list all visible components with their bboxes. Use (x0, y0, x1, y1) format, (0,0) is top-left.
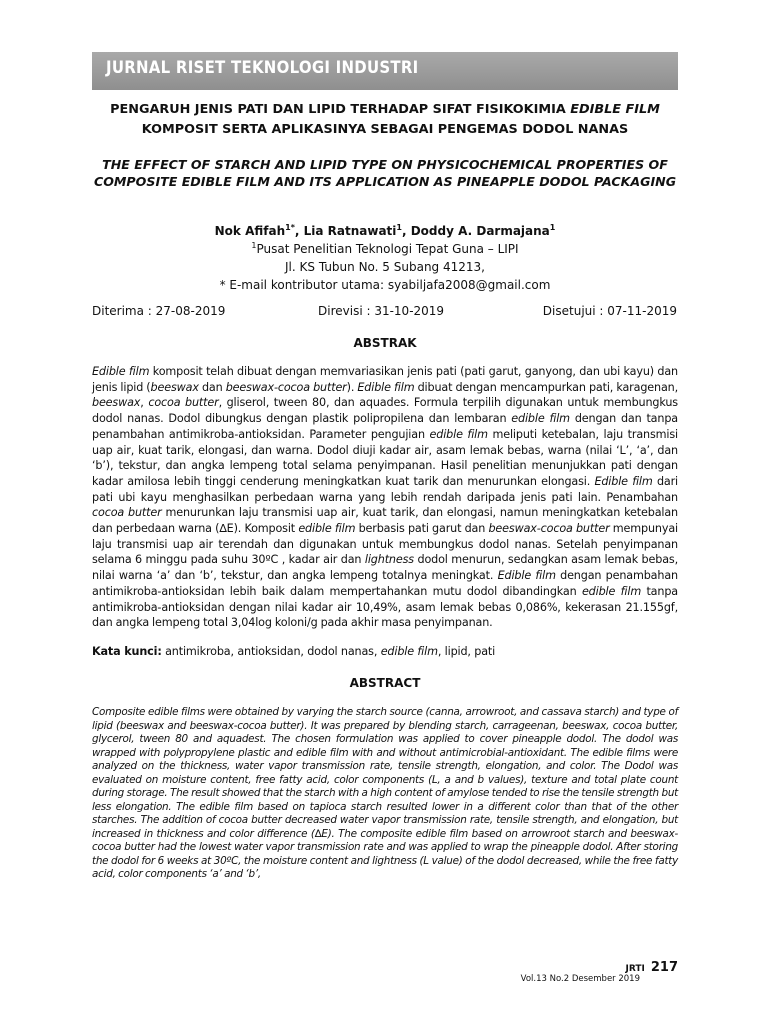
author-2-sup: 1 (396, 223, 402, 232)
abstrak-s9: beeswax (92, 396, 141, 410)
abstrak-s30: tanpa antimikroba-antioksidan dengan nilai kadar air 10,49%, asam lemak bebas 0,086%, kekerasan 21.155gf, dan angka lempeng total 3,04log koloni/g pada akhir masa penyimpanan. (92, 584, 678, 630)
abstrak-s8: dibuat dengan mencampurkan pati, karagenan, (414, 380, 678, 394)
title-indonesian (92, 100, 678, 140)
abstrak-s16: meliputi ketebalan, laju transmisi uap air, kuat tarik, elongasi, dan warna. Dodol diuji kadar air, asam lemak bebas, warna (nilai ‘L’, ‘a’, dan ‘b’), tekstur, dan angka lempeng total selama penyimpanan. Hasil penelitian menunjukkan pati dengan kadar amilosa lebih tinggi cenderung meningkatkan kuat tarik dan menurunkan elongasi. (92, 427, 679, 488)
affiliation (92, 240, 678, 258)
abstrak-s4: dan (198, 380, 226, 394)
keywords (92, 645, 678, 658)
abstrak-s5: beeswax-cocoa butter (225, 380, 347, 394)
date-received: Diterima : 27-08-2019 (92, 304, 226, 318)
author-3-sup: 1 (549, 223, 556, 232)
keywords-k1: antimikroba, antioksidan, dodol nanas, (161, 645, 381, 658)
abstrak-heading: ABSTRAK (353, 336, 417, 350)
abstrak-s21: edible film (298, 522, 356, 536)
author-2: , Lia Ratnawati (294, 224, 397, 238)
abstrak-s26: dodol menurun, sedangkan asam lemak bebas, nilai warna ‘a’ dan ‘b’, tekstur, dan angka lempeng totalnya meningkat. (92, 553, 678, 583)
author-1: Nok Afifah (214, 224, 286, 238)
abstrak-s3: beeswax (150, 380, 199, 394)
abstrak-s27: Edible film (497, 569, 556, 583)
abstrak-s14: dengan dan tanpa penambahan antimikroba-antioksidan. Parameter pengujian (92, 412, 678, 441)
abstract-heading: ABSTRACT (349, 676, 421, 690)
title-id-part1: PENGARUH JENIS PATI DAN LIPID TERHADAP SIFAT FISIKOKIMIA (110, 102, 571, 117)
keywords-k2: edible film (380, 645, 438, 658)
abstrak-s22: berbasis pati garut dan (355, 522, 489, 536)
date-revised: Direvisi : 31-10-2019 (318, 304, 445, 318)
abstrak-s20: menurunkan laju transmisi uap air, kuat tarik, dan elongasi, namun meningkatkan ketebalan dan perbedaan warna (∆E). Komposit (92, 506, 679, 536)
footer-journal-abbr: JRTI (625, 964, 645, 974)
footer-volume: Vol.13 No.2 Desember 2019 (520, 974, 640, 984)
page-number: 217 (650, 960, 678, 975)
author-block (92, 222, 678, 294)
title-id-part2: KOMPOSIT SERTA APLIKASINYA SEBAGAI PENGEMAS DODOL NANAS (141, 122, 629, 137)
abstrak-s19: cocoa butter (92, 506, 162, 520)
author-3: , Doddy A. Darmajana (401, 224, 550, 238)
abstrak-s10: , (140, 396, 149, 410)
affiliation-text: Pusat Penelitian Teknologi Tepat Guna – LIPI (256, 242, 519, 256)
keywords-k3: , lipid, pati (437, 645, 496, 658)
abstrak-s15: edible film (429, 427, 488, 441)
email: * E-mail kontributor utama: syabiljafa2008@gmail.com (219, 278, 551, 292)
abstrak-s24: mempunyai laju transmisi uap air terendah dan digunakan untuk membungkus dodol nanas. Setelah penyimpanan selama 6 minggu pada suhu 30ºC , kadar air dan (92, 522, 679, 567)
abstrak-body (92, 364, 678, 631)
abstrak-s17: Edible film (594, 474, 653, 488)
abstrak-s23: beeswax-cocoa butter (488, 522, 610, 536)
abstrak-s18: dari pati ubi kayu menghasilkan perbedaan warna yang lebih rendah daripada jenis pati lain. Penambahan (92, 474, 679, 504)
abstrak-s1: Edible film (92, 365, 150, 378)
abstrak-s6: ). (346, 380, 358, 394)
date-accepted: Disetujui : 07-11-2019 (542, 304, 677, 318)
abstrak-s25: lightness (364, 553, 414, 567)
abstrak-s2: komposit telah dibuat dengan memvariasikan jenis pati (pati garut, ganyong, dan ubi kayu) dan jenis lipid ( (92, 365, 678, 394)
abstrak-s28: dengan penambahan antimikroba-antioksidan lebih baik dalam mempertahankan mutu dodol dibandingkan (92, 569, 678, 598)
page-footer (625, 956, 678, 975)
abstract-body: Composite edible films were obtained by varying the starch source (canna, arrowroot, and cassava starch) and type of lipid (beeswax and beeswax-cocoa butter). It was prepared by blending starch, carrageenan, beeswax, cocoa butter, glycerol, tween 80 and aquadest. The chosen formulation was applied to cover pineapple dodol. The dodol was wrapped with polypropylene plastic and edible film with and without antimicrobial-antioxidant. The edible films were analyzed on the thickness, water vapor transmission rate, tensile strength, elongation, and color. The Dodol was evaluated on moisture content, free fatty acid, color components (L, a and b values), texture and total plate count during storage. The result showed that the starch with a high content of amylose tended to rise the tensile strength but less elongation. The edible film based on tapioca starch resulted lower in a different color than that of the other starches. The addition of cocoa butter decreased water vapor transmission rate, tensile strength, and elongation, but increased in thickness and color difference (∆E). The composite edible film based on arrowroot starch and beeswax-cocoa butter had the lowest water vapor transmission rate and was applied to wrap the pineapple dodol. After storing the dodol for 6 weeks at 30ºC, the moisture content and lightness (L value) of the dodol decreased, while the free fatty acid, color components ‘a’ and ‘b’, (92, 706, 678, 880)
affiliation-sup: 1 (251, 241, 257, 250)
journal-name: JURNAL RISET TEKNOLOGI INDUSTRI (106, 58, 419, 78)
address: Jl. KS Tubun No. 5 Subang 41213, (285, 260, 485, 274)
abstrak-s13: edible film (511, 412, 570, 426)
keywords-label: Kata kunci: (92, 645, 162, 658)
author-names (92, 222, 678, 240)
title-id-italic: EDIBLE FILM (570, 102, 660, 117)
abstrak-s11: cocoa butter (148, 396, 219, 410)
author-1-sup: 1* (285, 223, 295, 232)
abstrak-s12: , gliserol, tween 80, dan aquades. Formula terpilih digunakan untuk membungkus dodol nanas. Dodol dibungkus dengan plastik polipropilena dan lembaran (92, 396, 678, 426)
abstrak-s7: Edible film (357, 380, 415, 394)
title-english: THE EFFECT OF STARCH AND LIPID TYPE ON PHYSICOCHEMICAL PROPERTIES OF COMPOSITE EDIBLE FILM AND ITS APPLICATION AS PINEAPPLE DODOL PACKAGING (93, 157, 677, 189)
journal-banner (92, 52, 678, 90)
abstrak-s29: edible film (581, 584, 642, 598)
